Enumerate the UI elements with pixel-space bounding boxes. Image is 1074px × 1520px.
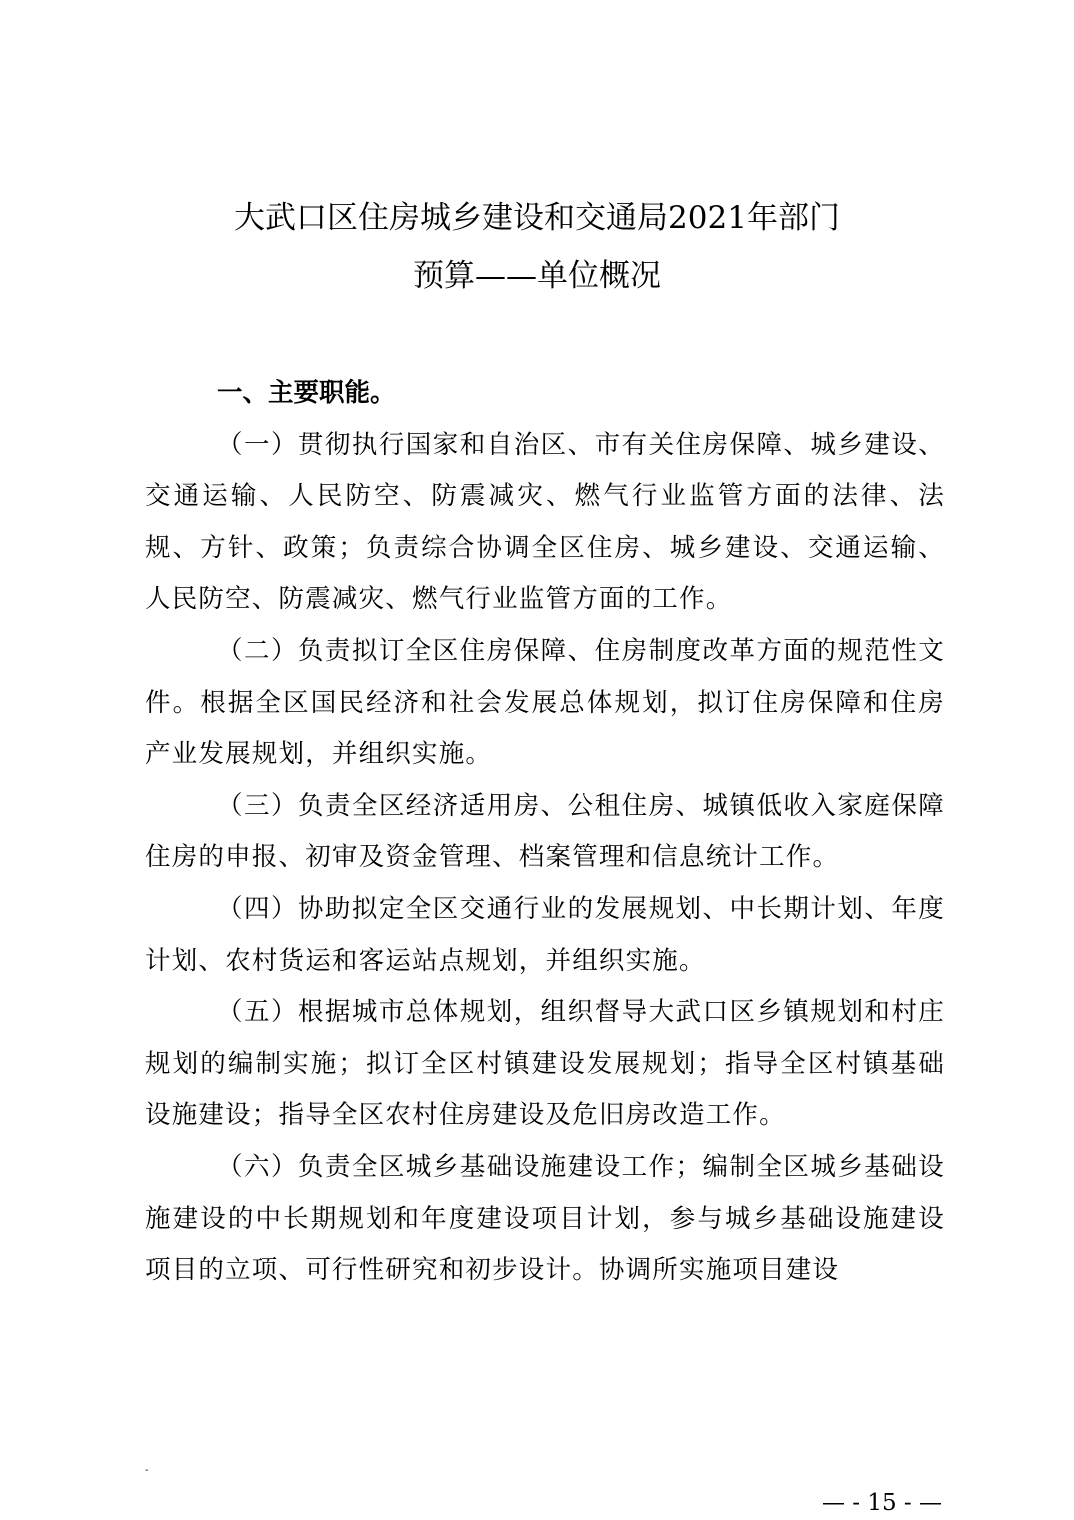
section-heading: 一、主要职能。 (217, 378, 396, 408)
document-title-line-2: 预算——单位概况 (413, 258, 661, 294)
paragraph-1: （一）贯彻执行国家和自治区、市有关住房保障、城乡建设、交通运输、人民防空、防震减灾、燃气行业监管方面的法律、法规、方针、政策；负责综合协调全区住房、城乡建设、交通运输、人民防空、防震减灾、燃气行业监管方面的工作。 (145, 429, 945, 615)
paragraph-3: （三）负责全区经济适用房、公租住房、城镇低收入家庭保障住房的申报、初审及资金管理、档案管理和信息统计工作。 (145, 790, 945, 873)
paragraph-2: （二）负责拟订全区住房保障、住房制度改革方面的规范性文件。根据全区国民经济和社会发展总体规划，拟订住房保障和住房产业发展规划，并组织实施。 (145, 635, 945, 770)
paragraph-6: （六）负责全区城乡基础设施建设工作；编制全区城乡基础设施建设的中长期规划和年度建设项目计划，参与城乡基础设施建设项目的立项、可行性研究和初步设计。协调所实施项目建设 (145, 1151, 945, 1286)
page-number: — - 15 - — (821, 1490, 942, 1516)
document-body (145, 368, 945, 1297)
document-title-line-1: 大武口区住房城乡建设和交通局2021年部门 (234, 200, 840, 236)
paragraph-5: （五）根据城市总体规划，组织督导大武口区乡镇规划和村庄规划的编制实施；拟订全区村镇建设发展规划；指导全区村镇基础设施建设；指导全区农村住房建设及危旧房改造工作。 (145, 997, 945, 1131)
paragraph-4: （四）协助拟定全区交通行业的发展规划、中长期计划、年度计划、农村货运和客运站点规划，并组织实施。 (145, 893, 945, 976)
footer-dash: - (145, 1465, 149, 1476)
